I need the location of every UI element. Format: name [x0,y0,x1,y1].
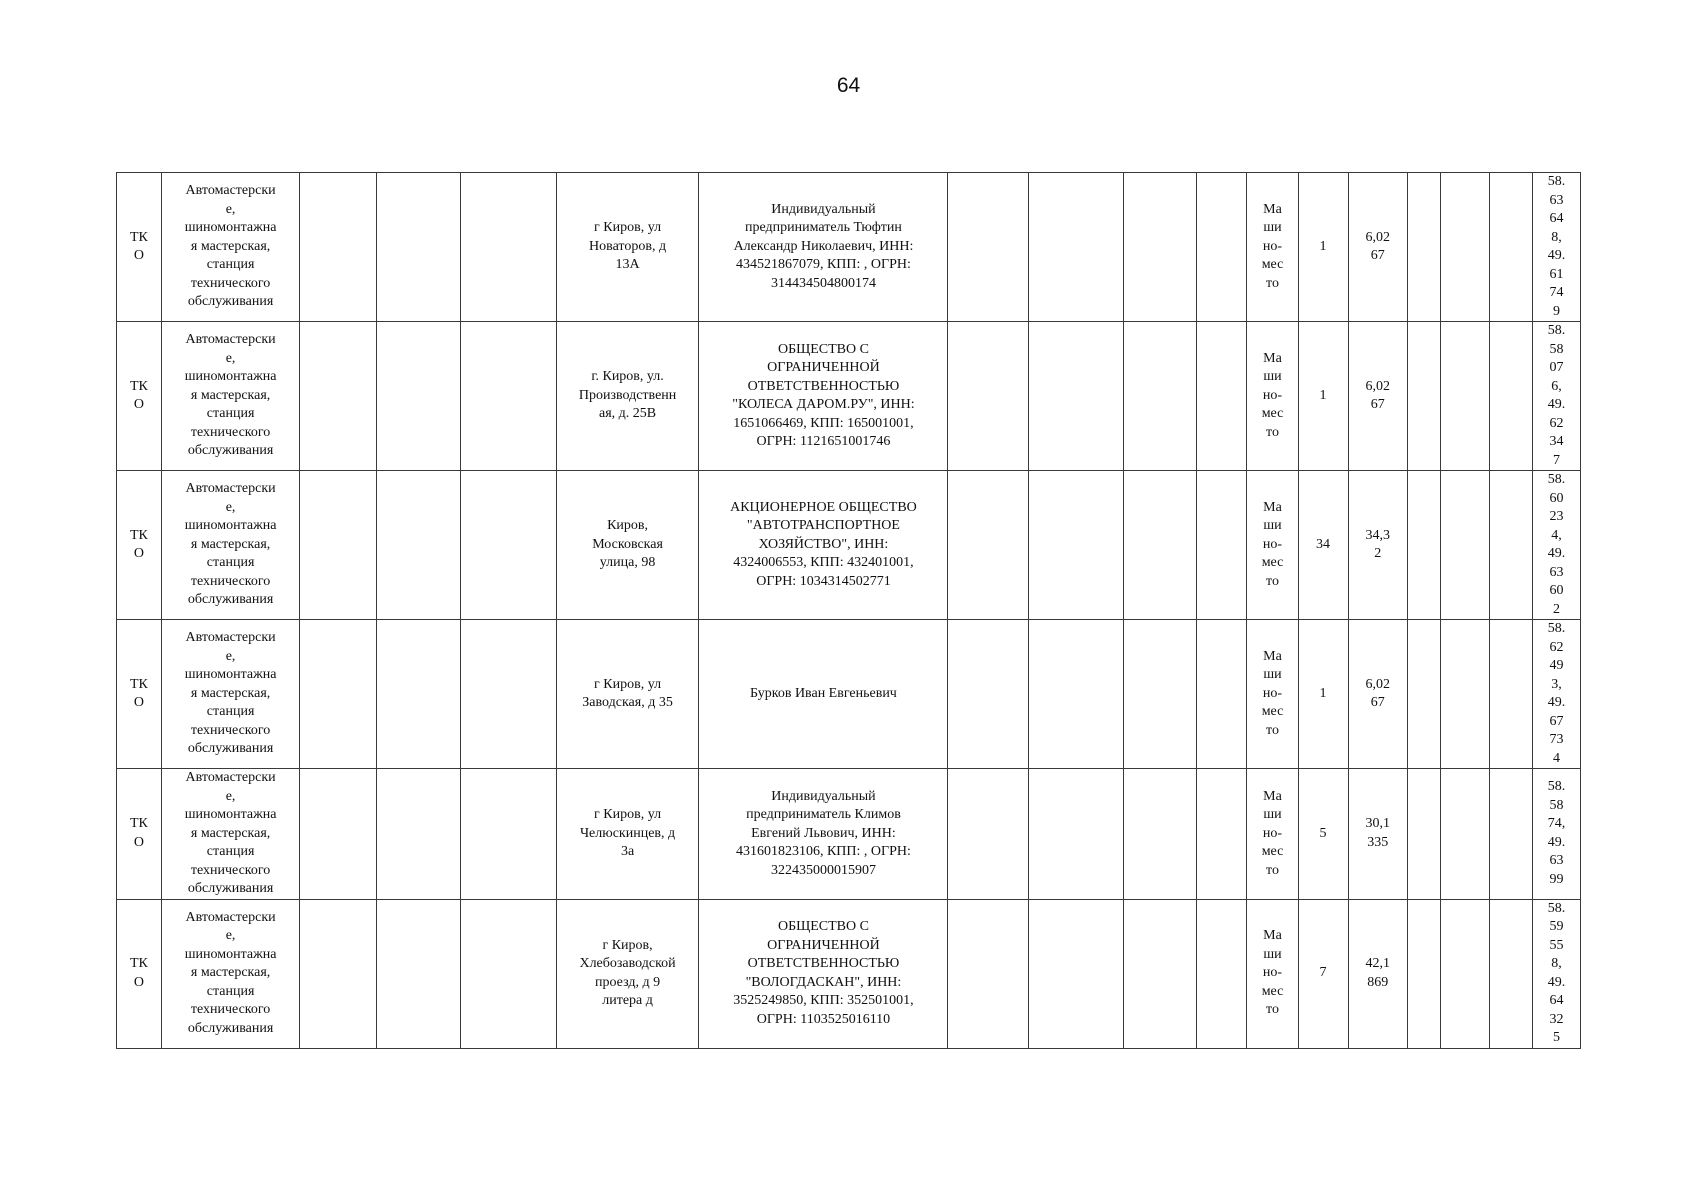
volume-cell: 42,1 869 [1348,899,1407,1048]
empty-cell [1441,899,1490,1048]
coordinates-cell: 58. 58 07 6, 49. 62 34 7 [1532,322,1580,471]
empty-cell [460,769,556,900]
waste-type-cell: ТК О [117,769,162,900]
waste-type-cell: ТК О [117,322,162,471]
empty-cell [1441,769,1490,900]
source-cell: Автомастерски е, шиномонтажна я мастерская, станция технического обслуживания [161,769,300,900]
address-cell: г Киров, ул Заводская, д 35 [556,620,699,769]
empty-cell [377,620,460,769]
empty-cell [1490,173,1533,322]
empty-cell [1197,322,1247,471]
empty-cell [1490,769,1533,900]
empty-cell [1407,620,1440,769]
empty-cell [1197,471,1247,620]
empty-cell [1028,899,1123,1048]
source-cell: Автомастерски е, шиномонтажна я мастерская, станция технического обслуживания [161,173,300,322]
count-cell: 7 [1298,899,1348,1048]
count-cell: 1 [1298,322,1348,471]
empty-cell [300,620,377,769]
source-cell: Автомастерски е, шиномонтажна я мастерская, станция технического обслуживания [161,899,300,1048]
empty-cell [300,322,377,471]
address-cell: Киров, Московская улица, 98 [556,471,699,620]
empty-cell [1197,899,1247,1048]
empty-cell [948,620,1028,769]
source-cell: Автомастерски е, шиномонтажна я мастерская, станция технического обслуживания [161,322,300,471]
empty-cell [1197,620,1247,769]
organization-cell: ОБЩЕСТВО С ОГРАНИЧЕННОЙ ОТВЕТСТВЕННОСТЬЮ "ВОЛОГДАСКАН", ИНН: 3525249850, КПП: 352501001, ОГРН: 1103525016110 [699,899,948,1048]
unit-cell: Ма ши но- мес то [1247,322,1298,471]
address-cell: г Киров, ул Челюскинцев, д 3а [556,769,699,900]
waste-type-cell: ТК О [117,899,162,1048]
unit-cell: Ма ши но- мес то [1247,173,1298,322]
empty-cell [1490,471,1533,620]
table-row [117,322,1581,471]
coordinates-cell: 58. 59 55 8, 49. 64 32 5 [1532,899,1580,1048]
empty-cell [1197,173,1247,322]
table-row [117,620,1581,769]
empty-cell [1407,173,1440,322]
empty-cell [948,471,1028,620]
coordinates-cell: 58. 58 74, 49. 63 99 [1532,769,1580,900]
empty-cell [1028,471,1123,620]
organization-cell: АКЦИОНЕРНОЕ ОБЩЕСТВО "АВТОТРАНСПОРТНОЕ ХОЗЯЙСТВО", ИНН: 4324006553, КПП: 432401001, ОГРН: 1034314502771 [699,471,948,620]
empty-cell [460,322,556,471]
table-row [117,899,1581,1048]
empty-cell [460,899,556,1048]
empty-cell [1028,173,1123,322]
empty-cell [1490,899,1533,1048]
volume-cell: 6,02 67 [1348,173,1407,322]
waste-type-cell: ТК О [117,620,162,769]
empty-cell [1197,769,1247,900]
unit-cell: Ма ши но- мес то [1247,471,1298,620]
count-cell: 1 [1298,173,1348,322]
address-cell: г Киров, ул Новаторов, д 13А [556,173,699,322]
table-row [117,769,1581,900]
count-cell: 34 [1298,471,1348,620]
empty-cell [300,769,377,900]
page-number: 64 [836,74,861,97]
coordinates-cell: 58. 63 64 8, 49. 61 74 9 [1532,173,1580,322]
empty-cell [1123,471,1197,620]
empty-cell [1407,322,1440,471]
empty-cell [1123,769,1197,900]
empty-cell [300,173,377,322]
empty-cell [948,322,1028,471]
count-cell: 1 [1298,620,1348,769]
empty-cell [1407,769,1440,900]
empty-cell [948,173,1028,322]
unit-cell: Ма ши но- мес то [1247,899,1298,1048]
empty-cell [300,899,377,1048]
coordinates-cell: 58. 60 23 4, 49. 63 60 2 [1532,471,1580,620]
empty-cell [1441,471,1490,620]
volume-cell: 34,3 2 [1348,471,1407,620]
volume-cell: 6,02 67 [1348,620,1407,769]
empty-cell [948,769,1028,900]
empty-cell [300,471,377,620]
coordinates-cell: 58. 62 49 3, 49. 67 73 4 [1532,620,1580,769]
empty-cell [1407,471,1440,620]
address-cell: г. Киров, ул. Производственн ая, д. 25В [556,322,699,471]
empty-cell [1490,322,1533,471]
empty-cell [1123,899,1197,1048]
empty-cell [377,769,460,900]
organization-cell: ОБЩЕСТВО С ОГРАНИЧЕННОЙ ОТВЕТСТВЕННОСТЬЮ "КОЛЕСА ДАРОМ.РУ", ИНН: 1651066469, КПП: 165001001, ОГРН: 1121651001746 [699,322,948,471]
waste-type-cell: ТК О [117,471,162,620]
waste-sources-table [116,172,1581,1049]
unit-cell: Ма ши но- мес то [1247,769,1298,900]
empty-cell [1028,322,1123,471]
empty-cell [1028,620,1123,769]
table-row [117,173,1581,322]
source-cell: Автомастерски е, шиномонтажна я мастерская, станция технического обслуживания [161,471,300,620]
empty-cell [377,899,460,1048]
volume-cell: 6,02 67 [1348,322,1407,471]
empty-cell [1123,620,1197,769]
empty-cell [1123,173,1197,322]
empty-cell [1490,620,1533,769]
organization-cell: Индивидуальный предприниматель Тюфтин Александр Николаевич, ИНН: 434521867079, КПП: , ОГРН: 314434504800174 [699,173,948,322]
volume-cell: 30,1 335 [1348,769,1407,900]
organization-cell: Индивидуальный предприниматель Климов Евгений Львович, ИНН: 431601823106, КПП: , ОГРН: 322435000015907 [699,769,948,900]
empty-cell [460,173,556,322]
empty-cell [1028,769,1123,900]
empty-cell [1441,322,1490,471]
unit-cell: Ма ши но- мес то [1247,620,1298,769]
empty-cell [377,173,460,322]
empty-cell [1441,620,1490,769]
empty-cell [1441,173,1490,322]
source-cell: Автомастерски е, шиномонтажна я мастерская, станция технического обслуживания [161,620,300,769]
empty-cell [377,322,460,471]
empty-cell [460,620,556,769]
empty-cell [1123,322,1197,471]
table-row [117,471,1581,620]
empty-cell [948,899,1028,1048]
address-cell: г Киров, Хлебозаводской проезд, д 9 литера д [556,899,699,1048]
waste-type-cell: ТК О [117,173,162,322]
count-cell: 5 [1298,769,1348,900]
empty-cell [460,471,556,620]
empty-cell [1407,899,1440,1048]
empty-cell [377,471,460,620]
organization-cell: Бурков Иван Евгеньевич [699,620,948,769]
